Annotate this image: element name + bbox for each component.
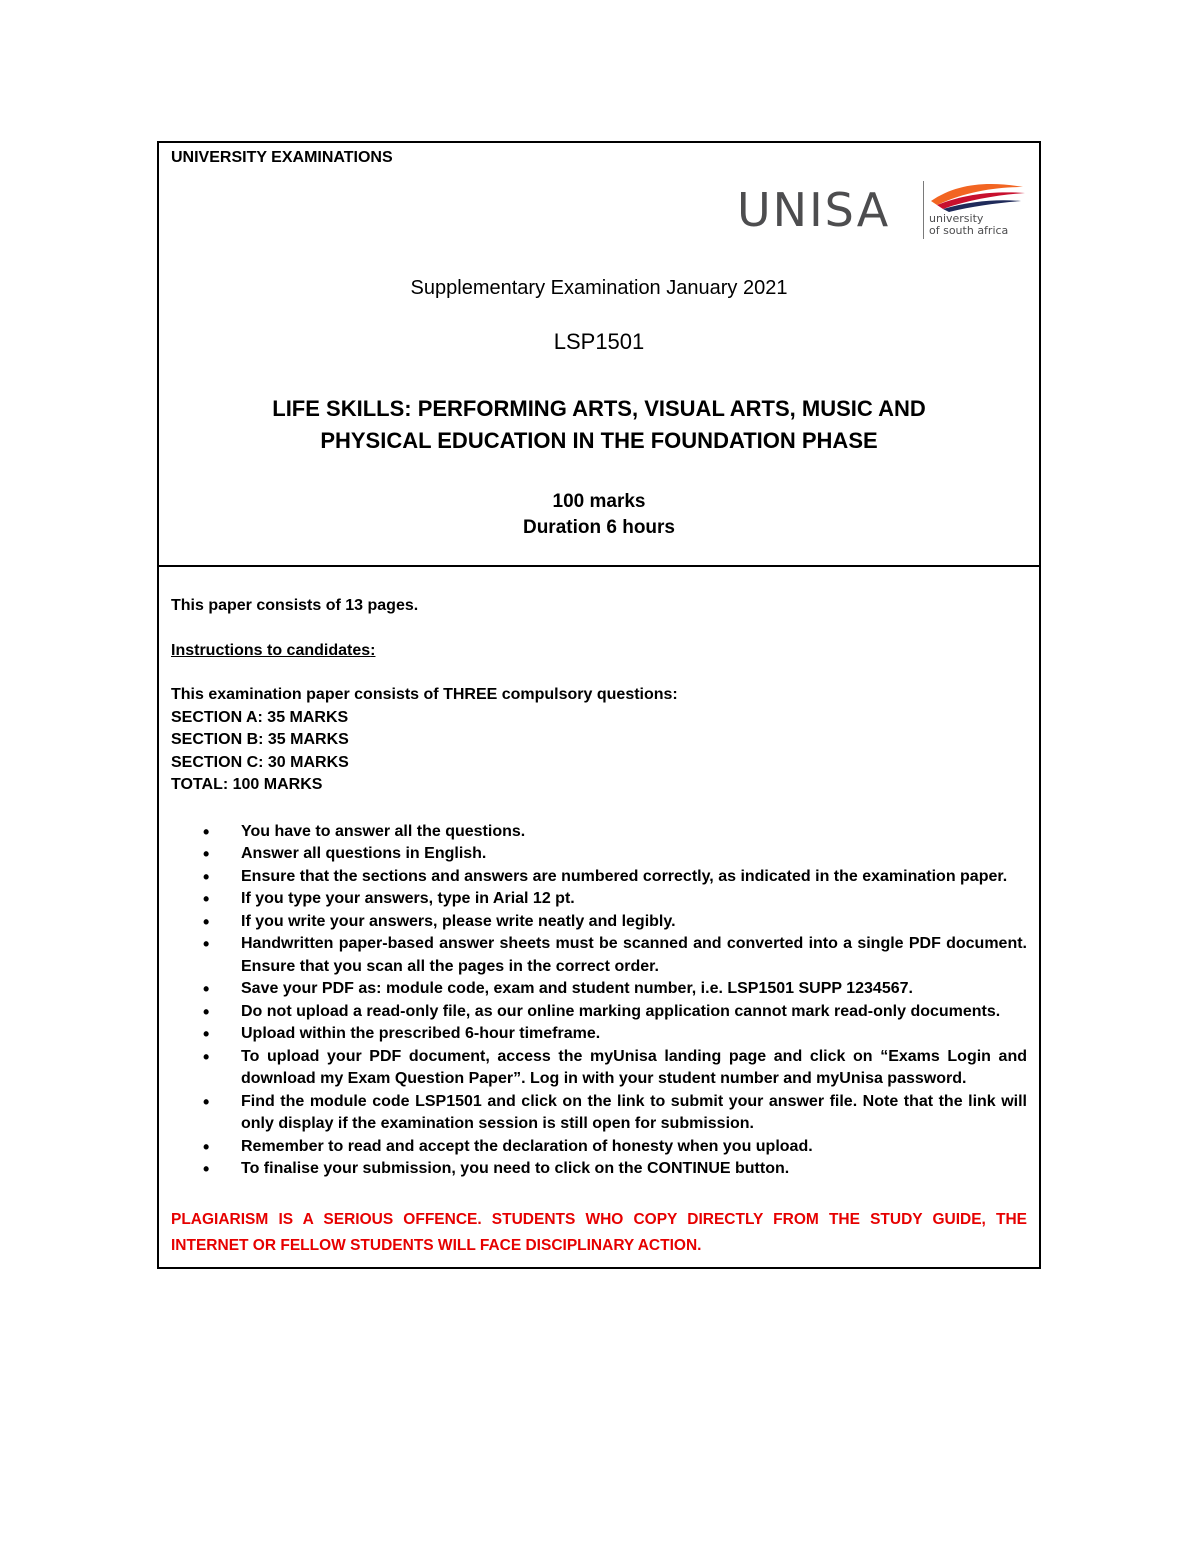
plagiarism-warning: PLAGIARISM IS A SERIOUS OFFENCE. STUDENTS WHO COPY DIRECTLY FROM THE STUDY GUIDE, THE INTERNET OR FELLOW STUDENTS WILL FACE DISCIPLINARY ACTION. — [171, 1210, 1027, 1254]
instructions-heading — [171, 640, 1027, 663]
university-examinations-label: UNIVERSITY EXAMINATIONS — [171, 149, 393, 166]
list-item — [203, 843, 1027, 866]
logo-subtext-line2: of south africa — [929, 224, 1009, 237]
logo-subtext — [929, 213, 1008, 237]
list-item — [203, 821, 1027, 844]
list-item — [203, 1023, 1027, 1046]
bullet-icon: • — [203, 844, 210, 864]
list-item-text: To finalise your submission, you need to click on the CONTINUE button. — [241, 1160, 790, 1177]
list-item-text: To upload your PDF document, access the myUnisa landing page and click on “Exams Login and download my Exam Question Paper”. Log in with your student number and myUnisa password. — [241, 1047, 1027, 1087]
logo-wordmark: UNISA — [737, 183, 891, 237]
exam-subtitle: Supplementary Examination January 2021 — [410, 277, 788, 299]
module-code: LSP1501 — [553, 329, 645, 354]
bullet-icon: • — [203, 1159, 210, 1179]
questions-intro: This examination paper consists of THREE compulsory questions: — [171, 686, 678, 703]
list-item — [203, 866, 1027, 889]
section-a-marks: SECTION A: 35 MARKS — [171, 708, 349, 726]
module-title-line1: LIFE SKILLS: PERFORMING ARTS, VISUAL ARTS, MUSIC AND — [272, 396, 926, 421]
exam-duration: Duration 6 hours — [522, 517, 675, 538]
bullet-icon: • — [203, 1136, 210, 1157]
list-item — [203, 933, 1027, 978]
bullet-icon: • — [203, 1024, 210, 1044]
logo-swoosh-icon — [927, 179, 1027, 215]
module-title — [159, 393, 1039, 457]
list-item — [203, 911, 1027, 934]
section-c-marks: SECTION C: 30 MARKS — [171, 753, 349, 771]
list-item — [203, 1001, 1027, 1024]
list-item — [203, 1136, 1027, 1159]
list-item-text: Do not upload a read-only file, as our online marking application cannot mark read-only documents. — [241, 1002, 1001, 1020]
bullet-icon: • — [203, 889, 210, 909]
bullet-icon: • — [203, 1091, 210, 1112]
instruction-list — [171, 821, 1027, 1181]
list-item-text: Upload within the prescribed 6-hour timeframe. — [241, 1025, 601, 1042]
list-item — [203, 1158, 1027, 1181]
bullet-icon: • — [203, 866, 210, 887]
cover-section — [159, 143, 1039, 567]
bullet-icon: • — [203, 979, 210, 999]
list-item-text: Handwritten paper-based answer sheets must be scanned and converted into a single PDF document. Ensure that you scan all the pages in the correct order. — [241, 935, 1027, 975]
bullet-icon: • — [203, 911, 210, 932]
bullet-icon: • — [203, 1046, 210, 1067]
page-count: This paper consists of 13 pages. — [171, 597, 419, 614]
total-marks: 100 marks — [552, 491, 646, 512]
list-item-text: Remember to read and accept the declaration of honesty when you upload. — [241, 1137, 813, 1155]
list-item-text: If you write your answers, please write neatly and legibly. — [241, 912, 676, 930]
instructions-heading-text: Instructions to candidates — [171, 641, 371, 659]
logo-divider — [923, 181, 924, 239]
list-item-text: You have to answer all the questions. — [241, 822, 526, 840]
list-item-text: Find the module code LSP1501 and click on the link to submit your answer file. Note that the link will only display if the examination session is still open for submission. — [241, 1092, 1027, 1132]
spacer — [171, 662, 1027, 684]
logo-subtext-line1: university — [929, 212, 984, 225]
total-marks-line: TOTAL: 100 MARKS — [171, 776, 323, 793]
list-item — [203, 888, 1027, 911]
list-item — [203, 978, 1027, 1001]
list-item — [203, 1046, 1027, 1091]
unisa-logo — [737, 179, 1027, 243]
bullet-icon: • — [203, 934, 210, 954]
instructions-heading-colon: : — [370, 641, 376, 659]
bullet-icon: • — [203, 1001, 210, 1022]
instructions-section — [159, 567, 1039, 1267]
exam-cover-frame — [157, 141, 1041, 1269]
section-b-marks: SECTION B: 35 MARKS — [171, 731, 349, 748]
list-item-text: Ensure that the sections and answers are numbered correctly, as indicated in the examination paper. — [241, 867, 1008, 885]
bullet-icon: • — [203, 821, 210, 842]
module-title-line2: PHYSICAL EDUCATION IN THE FOUNDATION PHASE — [320, 428, 878, 453]
list-item — [203, 1091, 1027, 1136]
list-item-text: Save your PDF as: module code, exam and student number, i.e. LSP1501 SUPP 1234567. — [241, 980, 913, 997]
list-item-text: Answer all questions in English. — [241, 845, 487, 862]
marks-duration — [159, 489, 1039, 541]
list-item-text: If you type your answers, type in Arial 12 pt. — [241, 890, 575, 907]
